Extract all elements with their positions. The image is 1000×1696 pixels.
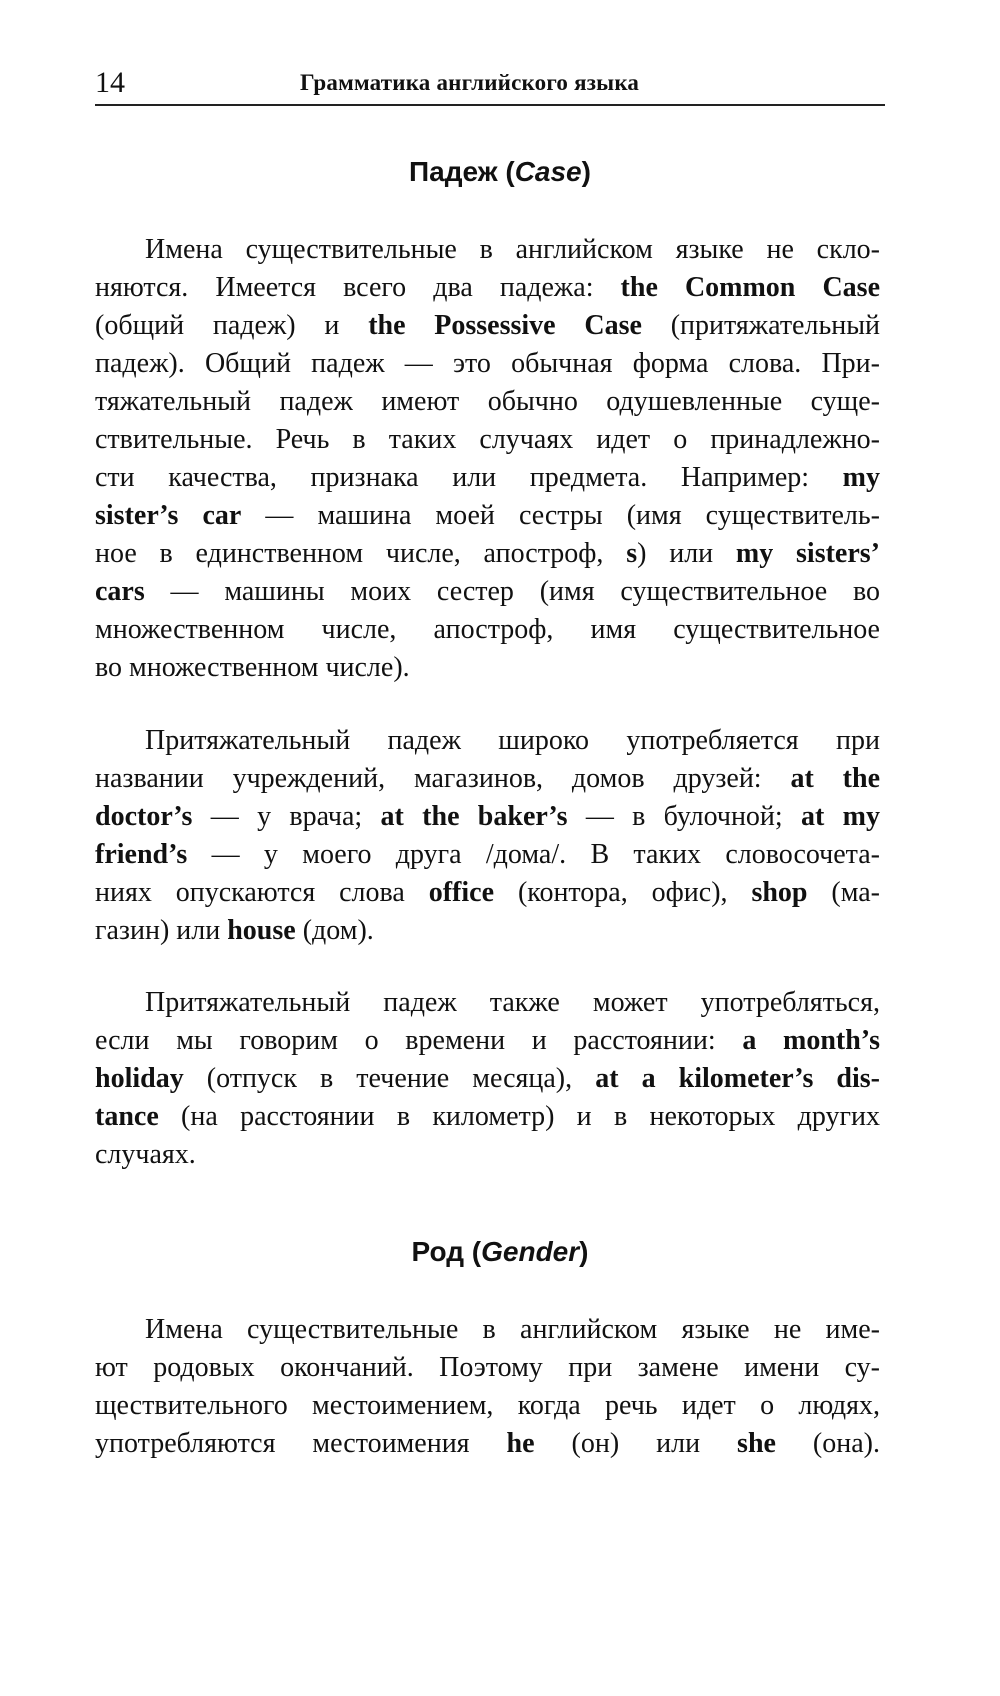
text-line (95, 649, 880, 687)
text-line (95, 611, 880, 649)
text-run: если мы говорим о времени и расстоянии: (95, 1025, 743, 1056)
text-run: (на расстоянии в километр) и в некоторых других (158, 1101, 880, 1132)
heading-close: ) (579, 1236, 589, 1267)
bold-term: sister’s car (95, 500, 242, 531)
text-run: ют родовых окончаний. Поэтому при замене имени су- (95, 1352, 880, 1383)
text-line (95, 383, 880, 421)
text-line (95, 1425, 880, 1463)
section-heading-case (0, 156, 1000, 188)
bold-term: at the baker’s (380, 801, 568, 832)
bold-term: shop (751, 877, 808, 908)
text-line (95, 874, 880, 912)
text-run: тяжательный падеж имеют обычно одушевленные суще- (95, 386, 880, 417)
text-line (95, 912, 880, 950)
text-run: няются. Имеется всего два падежа: (95, 272, 621, 303)
heading-italic: Case (514, 156, 582, 187)
header-rule (95, 104, 885, 106)
text-run: — машина моей сестры (имя существитель- (241, 500, 881, 531)
bold-term: he (506, 1428, 535, 1459)
text-run: употребляются местоимения (95, 1428, 507, 1459)
text-run: ное в единственном числе, апостроф, (95, 538, 627, 569)
text-line (95, 1349, 880, 1387)
heading-text: Падеж ( (409, 156, 515, 187)
text-run: Притяжательный падеж также может употребляться, (145, 987, 880, 1018)
heading-close: ) (581, 156, 591, 187)
bold-term: at my (801, 801, 880, 832)
bold-term: the Common Case (620, 272, 881, 303)
section-heading-gender (0, 1236, 1000, 1268)
bold-term: doctor’s (95, 801, 193, 832)
text-line (95, 1060, 880, 1098)
text-run: (дом). (295, 915, 374, 946)
text-line (95, 345, 880, 383)
bold-term: holiday (95, 1063, 184, 1094)
text-run: (ма- (807, 877, 881, 908)
paragraph (95, 1311, 880, 1463)
text-line (95, 760, 880, 798)
text-run: — у моего друга /дома/. В таких словосочета- (187, 839, 880, 870)
text-run: случаях. (95, 1139, 196, 1170)
paragraph (95, 722, 880, 950)
text-line (95, 836, 880, 874)
text-run: (притяжательный (641, 310, 881, 341)
text-run: Имена существительные в английском языке не скло- (145, 234, 880, 265)
text-line (95, 307, 880, 345)
text-line (95, 984, 880, 1022)
text-line (95, 535, 880, 573)
text-line (95, 722, 880, 760)
bold-term: a month’s (742, 1025, 880, 1056)
bold-term: house (227, 915, 296, 946)
text-line (95, 459, 880, 497)
text-run: (контора, офис), (494, 877, 752, 908)
bold-term: friend’s (95, 839, 188, 870)
text-run: — машины моих сестер (имя существительное во (144, 576, 880, 607)
text-run: ществительного местоимением, когда речь идет о людях, (95, 1390, 880, 1421)
text-run: (отпуск в течение месяца), (183, 1063, 596, 1094)
bold-term: at the (790, 763, 880, 794)
bold-term: the Possessive Case (368, 310, 642, 341)
text-line (95, 1387, 880, 1425)
bold-term: office (428, 877, 495, 908)
text-line (95, 1022, 880, 1060)
text-run: (общий падеж) и (95, 310, 369, 341)
bold-term: tance (95, 1101, 159, 1132)
text-line (95, 497, 880, 535)
text-line (95, 1136, 880, 1174)
text-run: названии учреждений, магазинов, домов друзей: (95, 763, 791, 794)
text-run: (он) или (534, 1428, 738, 1459)
text-run: во множественном числе). (95, 652, 410, 683)
paragraph (95, 231, 880, 687)
paragraph (95, 984, 880, 1174)
text-run: Имена существительные в английском языке не име- (145, 1314, 880, 1345)
bold-term: she (737, 1428, 776, 1459)
text-run: — у врача; (192, 801, 381, 832)
running-title: Грамматика английского языка (300, 70, 640, 95)
text-line (95, 269, 880, 307)
bold-term: at a kilometer’s dis- (595, 1063, 881, 1094)
text-line (95, 421, 880, 459)
text-run: Притяжательный падеж широко употребляется при (145, 725, 880, 756)
text-run: (она). (775, 1428, 880, 1459)
bold-term: my (842, 462, 880, 493)
text-line (95, 573, 880, 611)
text-line (95, 231, 880, 269)
text-line (95, 1098, 880, 1136)
bold-term: my sisters’ (735, 538, 880, 569)
text-run: множественном числе, апостроф, имя существительное (95, 614, 880, 645)
page-number: 14 (95, 66, 125, 99)
text-run: ) или (637, 538, 736, 569)
text-run: — в булочной; (567, 801, 802, 832)
text-run: ствительные. Речь в таких случаях идет о принадлежно- (95, 424, 880, 455)
text-line (95, 798, 880, 836)
heading-italic: Gender (481, 1236, 580, 1267)
text-run: сти качества, признака или предмета. Например: (95, 462, 843, 493)
text-run: ниях опускаются слова (95, 877, 429, 908)
text-run: падеж). Общий падеж — это обычная форма слова. При- (95, 348, 880, 379)
text-run: газин) или (95, 915, 228, 946)
bold-term: cars (95, 576, 145, 607)
bold-term: s (626, 538, 638, 569)
text-line (95, 1311, 880, 1349)
heading-text: Род ( (411, 1236, 482, 1267)
